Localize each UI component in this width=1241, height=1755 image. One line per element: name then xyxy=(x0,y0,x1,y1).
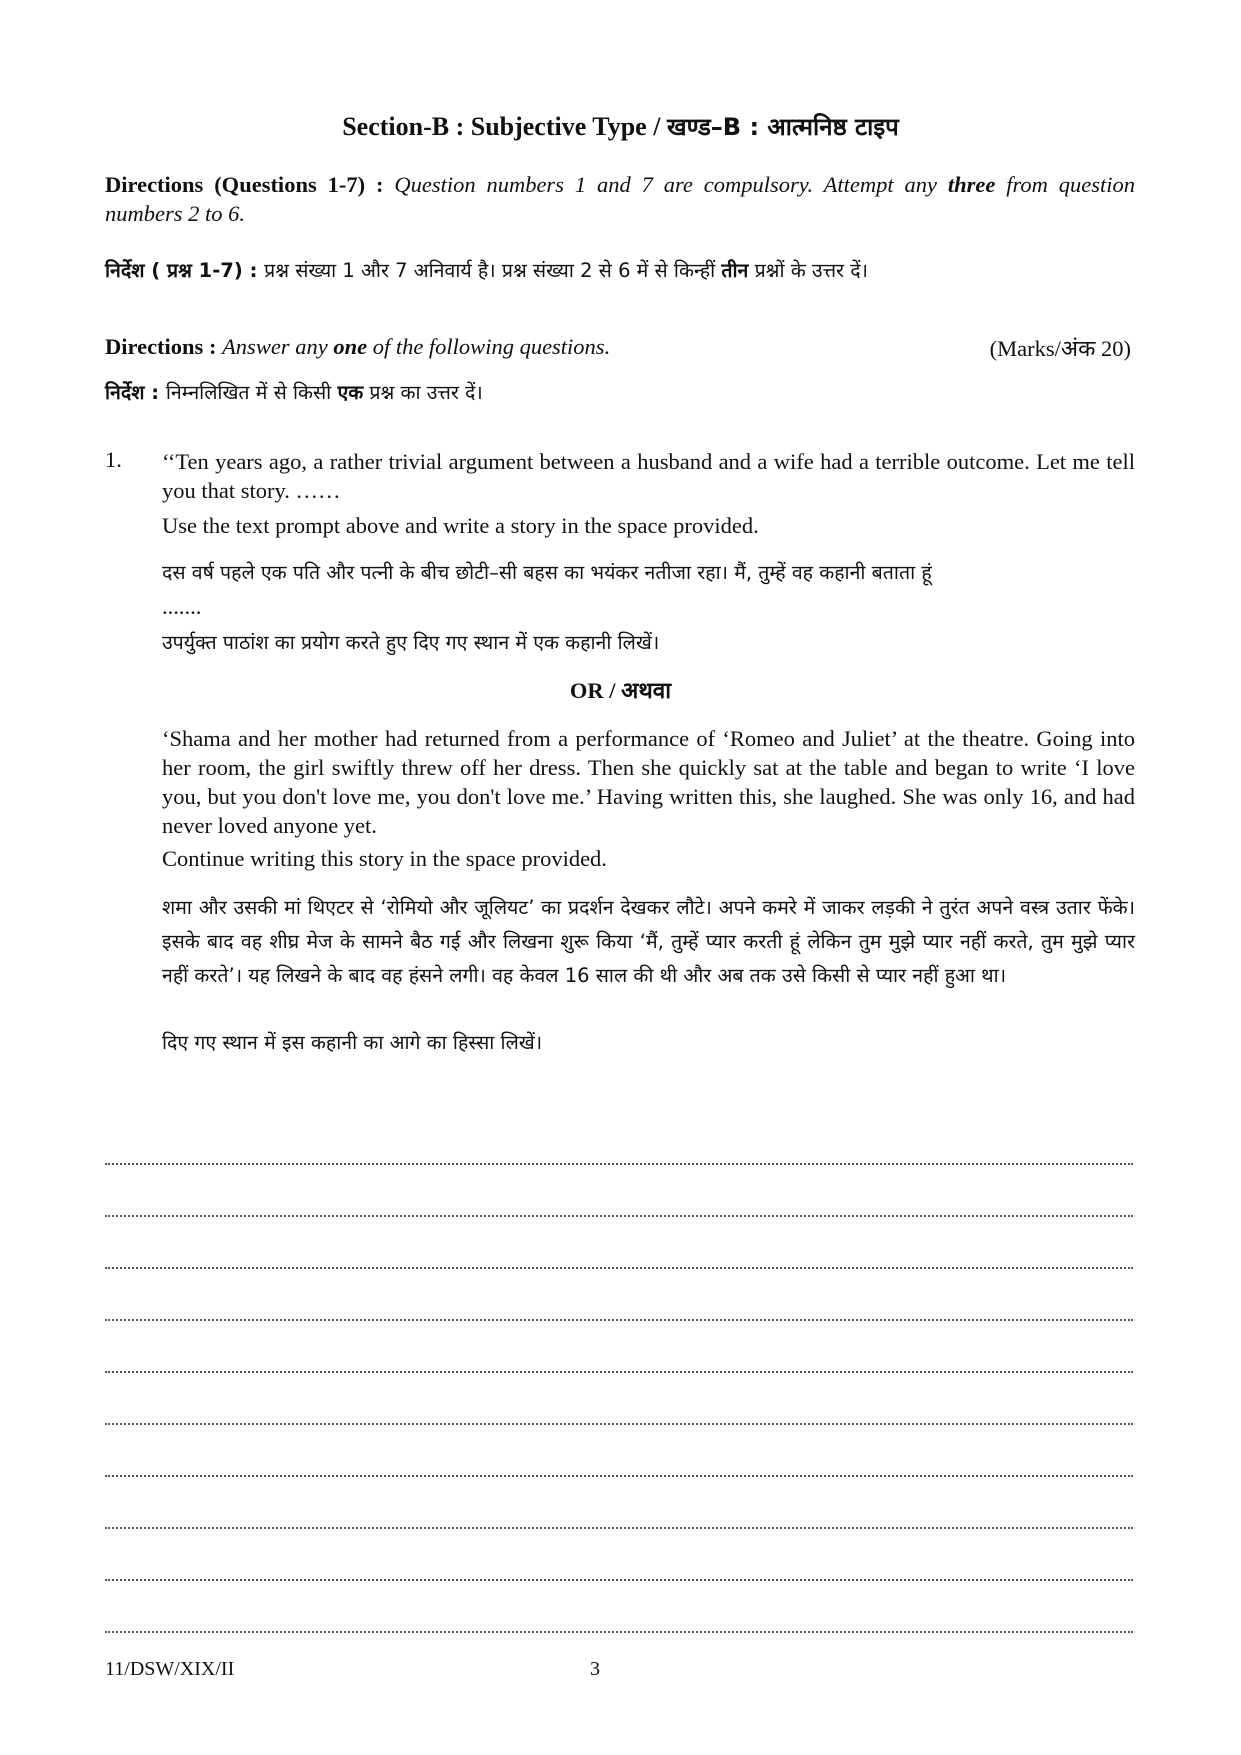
alt-prompt-en: ‘Shama and her mother had returned from a performance of ‘Romeo and Juliet’ at the theatre. Going into her room, the girl swiftly threw off her dress. Then she quickly sat at the table and began to write ‘I love you, but you don't love me, you don't love me.’ Having written this, she laughed. She was only 16, and had never loved anyone yet. xyxy=(162,726,1135,838)
directions-hi-bold: तीन xyxy=(721,259,749,282)
directions-section-en xyxy=(105,332,1135,361)
answer-line[interactable] xyxy=(105,1113,1133,1165)
answer-line[interactable] xyxy=(105,1269,1133,1321)
directions-section-hi-bold: एक xyxy=(337,381,364,404)
directions-bold-three: three xyxy=(947,172,996,197)
paper-code: 11/DSW/XIX/II xyxy=(105,1658,235,1680)
directions-label: Directions (Questions 1-7) : xyxy=(105,172,395,197)
question-instruction-hi: उपर्युक्त पाठांश का प्रयोग करते हुए दिए गए स्थान में एक कहानी लिखें। xyxy=(162,631,660,654)
answer-line[interactable] xyxy=(105,1581,1133,1633)
directions-section-text-2: of the following questions. xyxy=(367,334,611,359)
answer-line[interactable] xyxy=(105,1217,1133,1269)
question-instruction-en: Use the text prompt above and write a story in the space provided. xyxy=(162,513,759,538)
answer-area[interactable] xyxy=(105,1113,1133,1633)
directions-section-bold: one xyxy=(333,334,368,359)
directions-section-hi-text-2: प्रश्न का उत्तर दें। xyxy=(363,381,483,404)
answer-line[interactable] xyxy=(105,1165,1133,1217)
directions-section-label-hi: निर्देश : xyxy=(105,381,166,404)
section-title-en: Section-B : Subjective Type / xyxy=(342,112,667,141)
alt-instruction-hi: दिए गए स्थान में इस कहानी का आगे का हिस्सा लिखें। xyxy=(162,1031,543,1054)
alt-prompt-hi: शमा और उसकी मां थिएटर से ‘रोमियो और जूलियट’ का प्रदर्शन देखकर लौटे। अपने कमरे में जाकर लड़की ने तुरंत अपने वस्त्र उतार फेंके। इसके बाद वह शीघ्र मेज के सामने बैठ गई और लिखना शुरू किया ‘मैं, तुम्हें प्यार करती हूं लेकिन तुम मुझे प्यार नहीं करते, तुम मुझे प्यार नहीं करते’। यह लिखने के बाद वह हंसने लगी। वह केवल 16 साल की थी और अब तक उसे किसी से प्यार नहीं हुआ था। xyxy=(162,896,1135,987)
answer-line[interactable] xyxy=(105,1321,1133,1373)
directions-hi-text-2: प्रश्नों के उत्तर दें। xyxy=(748,259,868,282)
directions-text-2: from question numbers 2 to 6. xyxy=(105,172,1135,226)
section-title-hi: खण्ड–B : आत्मनिष्ठ टाइप xyxy=(666,113,899,141)
answer-line[interactable] xyxy=(105,1529,1133,1581)
answer-line[interactable] xyxy=(105,1373,1133,1425)
page-number: 3 xyxy=(590,1658,600,1680)
directions-hi-text-1: प्रश्न संख्या 1 और 7 अनिवार्य है। प्रश्न संख्या 2 से 6 में से किन्हीं xyxy=(264,259,722,282)
question-prompt-hi-dots: ....... xyxy=(162,594,202,619)
directions-section-label: Directions : xyxy=(105,334,223,359)
answer-line[interactable] xyxy=(105,1477,1133,1529)
section-title xyxy=(0,110,1241,143)
directions-section-text-1: Answer any xyxy=(222,334,334,359)
directions-section-hi-text-1: निम्नलिखित में से किसी xyxy=(165,381,338,404)
question-prompt-hi: दस वर्ष पहले एक पति और पत्नी के बीच छोटी–सी बहस का भयंकर नतीजा रहा। मैं, तुम्हें वह कहानी बताता हूं xyxy=(162,561,932,584)
answer-line[interactable] xyxy=(105,1425,1133,1477)
directions-general-en xyxy=(105,170,1135,228)
directions-text-1: Question numbers 1 and 7 are compulsory. Attempt any xyxy=(394,172,948,197)
question-prompt-en: ‘‘Ten years ago, a rather trivial argument between a husband and a wife had a terrible outcome. Let me tell you that story. …… xyxy=(162,449,1135,503)
directions-general-hi xyxy=(105,256,1135,285)
or-divider xyxy=(0,674,1241,705)
question-number: 1. xyxy=(105,447,122,472)
directions-section-hi xyxy=(105,378,1135,407)
alt-instruction-en: Continue writing this story in the space provided. xyxy=(162,846,607,871)
directions-label-hi: निर्देश ( प्रश्न 1-7) : xyxy=(105,259,265,282)
or-label: OR / अथवा xyxy=(569,678,672,703)
marks-label: (Marks/अंक 20) xyxy=(989,336,1131,361)
